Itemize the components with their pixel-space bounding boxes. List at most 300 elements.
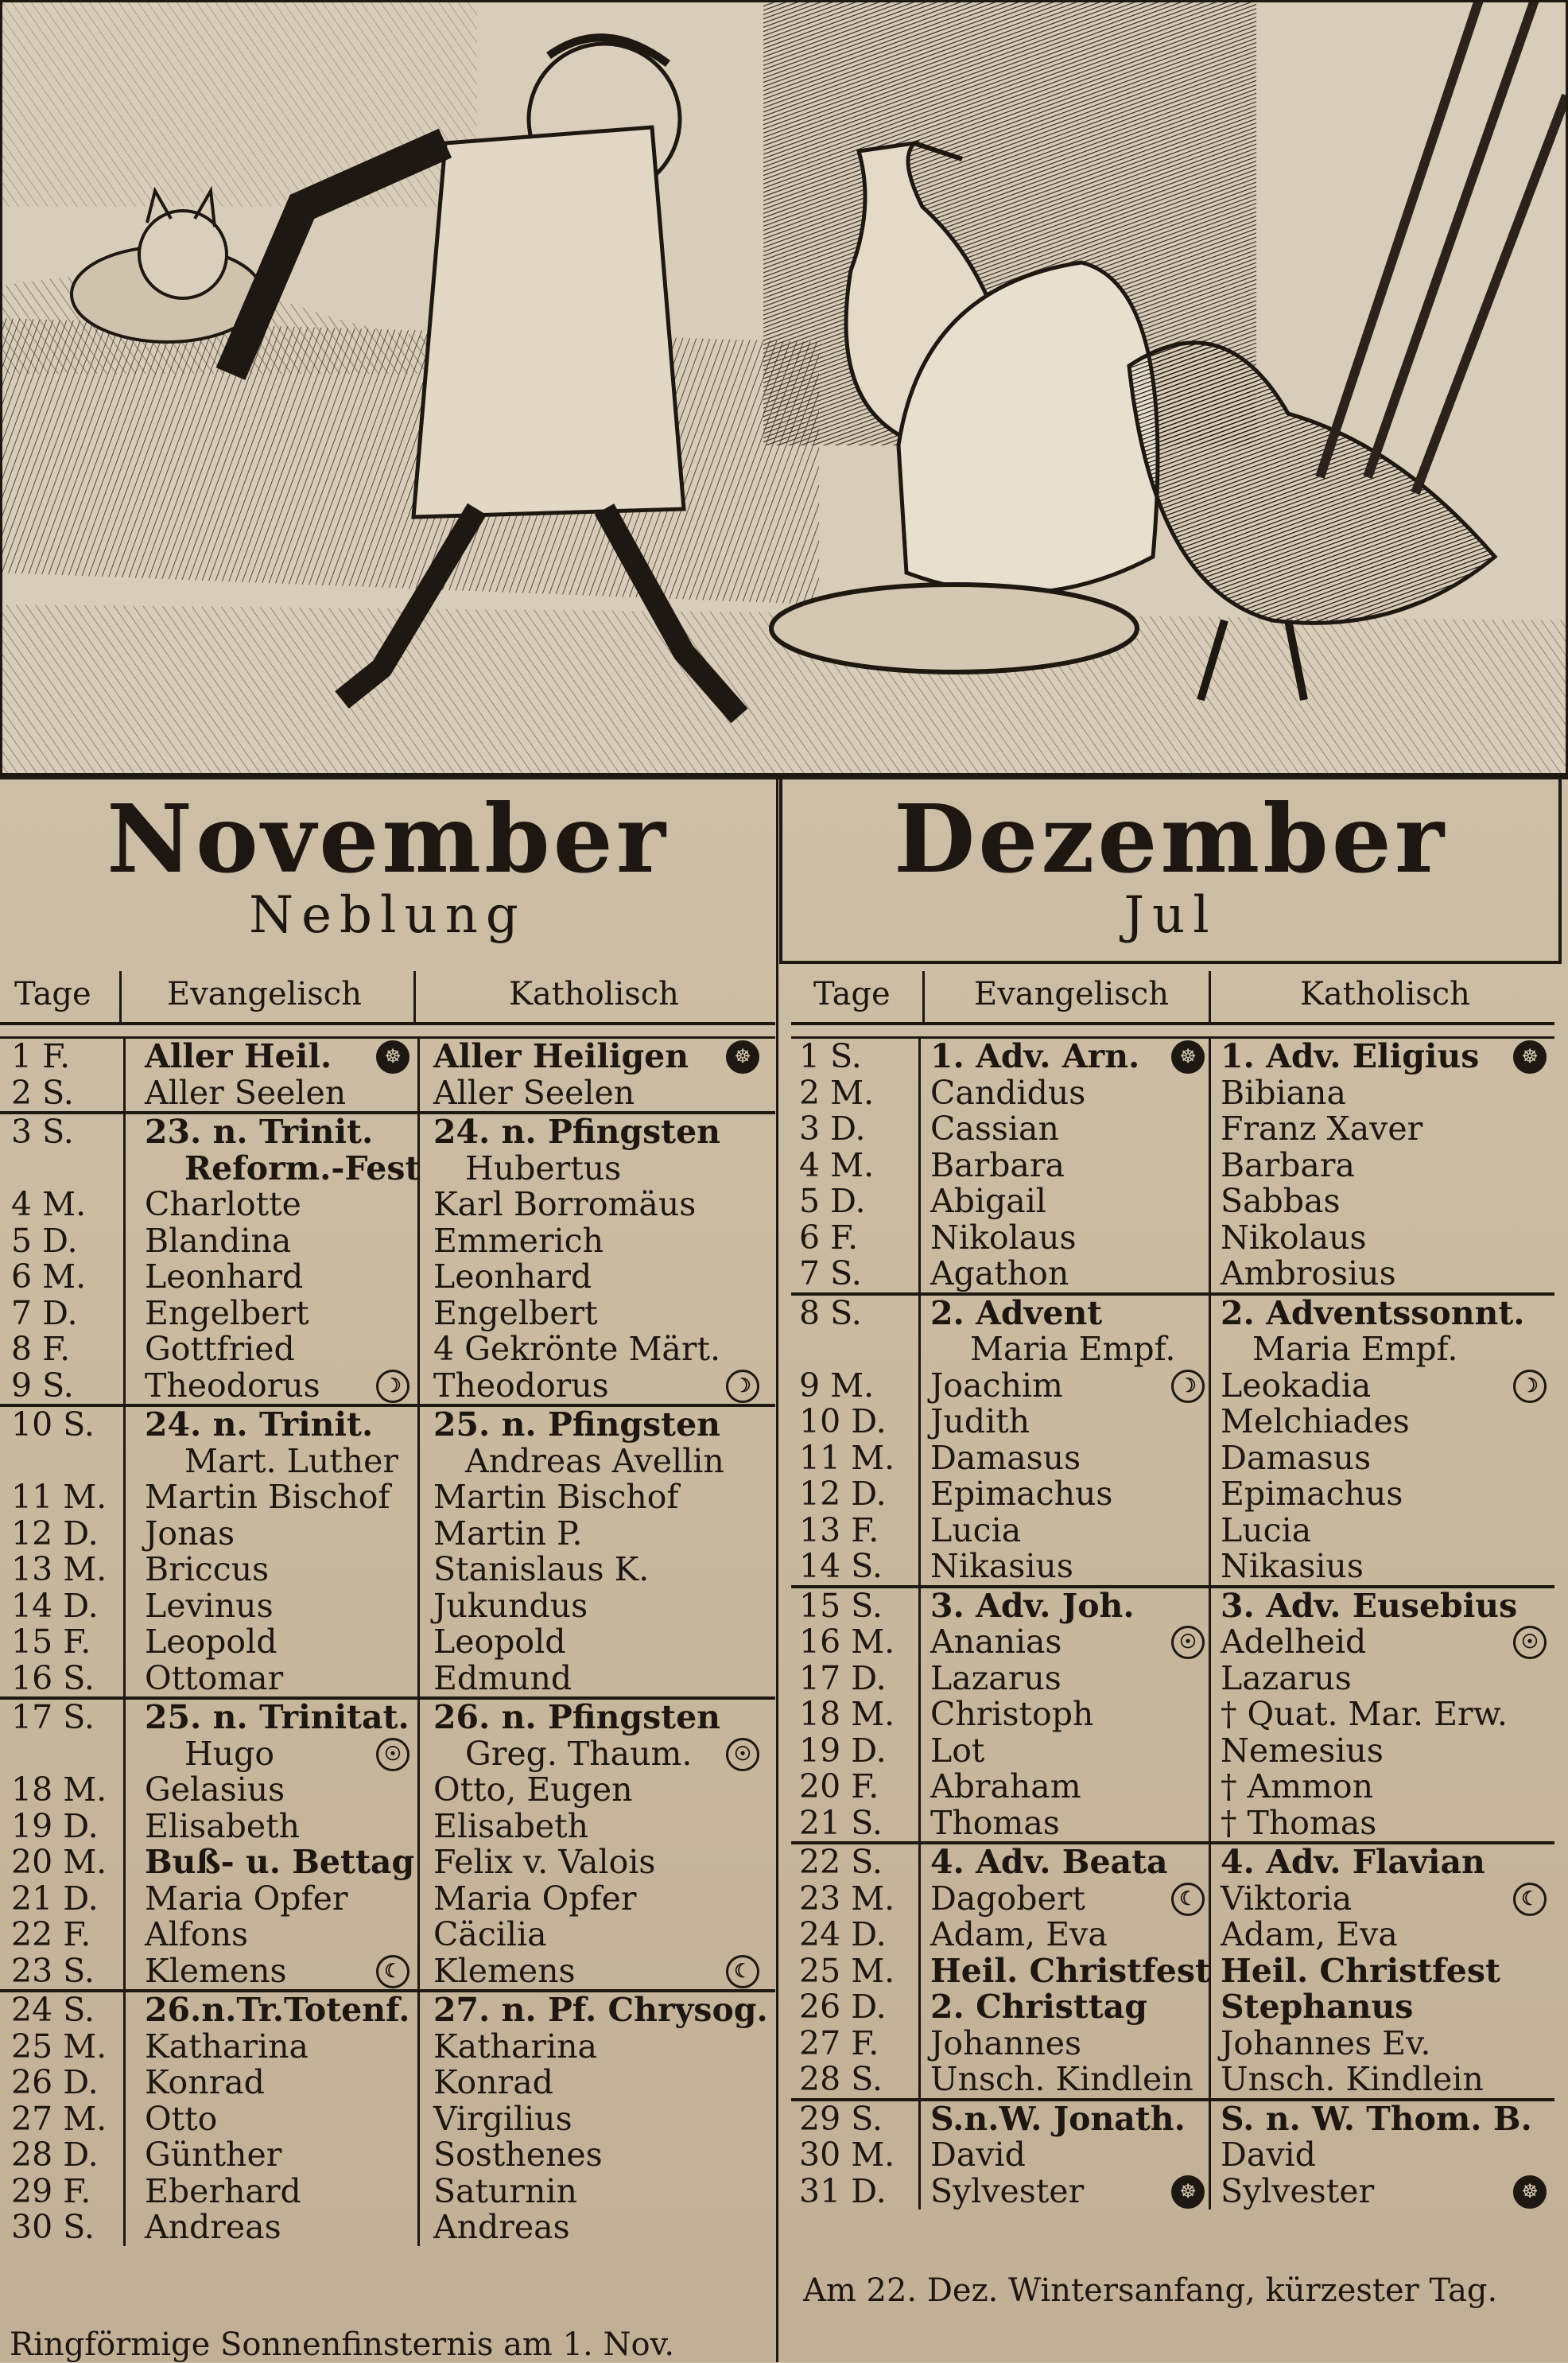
evangelisch-name: Otto — [145, 2099, 218, 2138]
katholisch-name: Adam, Eva — [1221, 1915, 1398, 1953]
katholisch-name: Barbara — [1221, 1145, 1355, 1184]
day-label: 28 D. — [11, 2136, 99, 2174]
evangelisch-name: Abigail — [930, 1182, 1046, 1220]
day-label: 16 M. — [799, 1623, 895, 1661]
header-evangelisch: Evangelisch — [974, 976, 1169, 1012]
week-block — [0, 1404, 775, 1696]
dezember-table-header — [791, 966, 1554, 1025]
day-label: 13 M. — [11, 1550, 107, 1588]
katholisch-name: Konrad — [433, 2063, 553, 2101]
day-label: 27 M. — [11, 2099, 107, 2138]
day-row — [0, 1039, 775, 1075]
day-row — [791, 1917, 1554, 1953]
evangelisch-name: Gelasius — [145, 1770, 285, 1809]
katholisch-name: Sabbas — [1221, 1182, 1341, 1220]
evangelisch-name: Hugo — [184, 1734, 275, 1773]
katholisch-name: 1. Adv. Eligius — [1221, 1037, 1480, 1075]
day-row — [0, 2101, 775, 2138]
evangelisch-name: 4. Adv. Beata — [930, 1843, 1168, 1881]
day-row — [0, 2029, 775, 2066]
day-row — [791, 1440, 1554, 1477]
evangelisch-name: Mart. Luther — [184, 1441, 398, 1480]
day-row — [791, 1293, 1554, 1332]
day-row — [0, 1441, 775, 1480]
katholisch-name: Greg. Thaum. — [465, 1734, 693, 1773]
day-label: 10 S. — [11, 1405, 95, 1444]
day-label: 9 M. — [799, 1366, 875, 1405]
katholisch-name: Franz Xaver — [1221, 1110, 1423, 1148]
day-row — [0, 1588, 775, 1625]
katholisch-name: Cäcilia — [433, 1915, 547, 1953]
moon-phase-icon: ☽ — [1171, 1370, 1205, 1403]
day-label: 18 M. — [11, 1770, 107, 1809]
evangelisch-name: Adam, Eva — [930, 1915, 1108, 1953]
day-row — [791, 1476, 1554, 1513]
katholisch-name: Emmerich — [433, 1221, 604, 1260]
katholisch-name: Engelbert — [433, 1293, 598, 1332]
katholisch-name: Bibiana — [1221, 1073, 1346, 1112]
katholisch-name: 25. n. Pfingsten — [433, 1405, 720, 1444]
day-label: 13 F. — [799, 1510, 879, 1549]
day-label: 3 D. — [799, 1110, 866, 1148]
evangelisch-name: Epimachus — [930, 1475, 1113, 1513]
evangelisch-name: Levinus — [145, 1586, 274, 1625]
header-divider — [1209, 971, 1211, 1022]
barnyard-illustration — [0, 0, 1568, 779]
katholisch-name: Andreas Avellin — [465, 1441, 724, 1480]
week-block — [0, 1696, 775, 1989]
moon-phase-icon: ☾ — [1513, 1883, 1547, 1916]
day-label: 16 S. — [11, 1658, 95, 1697]
katholisch-name: Hubertus — [465, 1148, 622, 1187]
katholisch-name: Ambrosius — [1221, 1254, 1396, 1292]
day-row — [791, 1331, 1554, 1368]
day-label: 18 M. — [799, 1695, 895, 1733]
evangelisch-name: Konrad — [145, 2063, 265, 2101]
day-row — [791, 1404, 1554, 1440]
day-row — [791, 2062, 1554, 2098]
katholisch-name: 26. n. Pfingsten — [433, 1698, 720, 1736]
day-label: 30 S. — [11, 2208, 95, 2246]
evangelisch-name: Martin Bischof — [145, 1478, 390, 1516]
day-label: 10 D. — [799, 1402, 887, 1440]
day-label: 4 M. — [11, 1185, 87, 1223]
day-label: 7 D. — [11, 1293, 78, 1332]
dezember-footer-note: Am 22. Dez. Wintersanfang, kürzester Tag. — [803, 2272, 1498, 2309]
katholisch-name: Nikolaus — [1221, 1218, 1367, 1257]
evangelisch-name: Candidus — [930, 1073, 1086, 1112]
day-label: 24 D. — [799, 1915, 887, 1953]
moon-phase-icon: ☾ — [726, 1955, 759, 1988]
moon-phase-icon: ☽ — [1513, 1370, 1547, 1403]
evangelisch-name: Agathon — [930, 1254, 1069, 1292]
day-row — [791, 1805, 1554, 1842]
day-row — [791, 2171, 1554, 2210]
katholisch-name: Viktoria — [1221, 1879, 1353, 1918]
week-block — [0, 1036, 775, 1111]
day-row — [791, 2101, 1554, 2138]
header-divider — [922, 971, 925, 1022]
evangelisch-name: 2. Advent — [930, 1293, 1103, 1332]
katholisch-name: 3. Adv. Eusebius — [1221, 1586, 1518, 1625]
day-row — [791, 2023, 1554, 2062]
november-table-header — [0, 966, 775, 1025]
evangelisch-name: Maria Opfer — [145, 1879, 348, 1918]
evangelisch-name: Christoph — [930, 1695, 1094, 1733]
day-label: 30 M. — [799, 2136, 895, 2174]
katholisch-name: Johannes Ev. — [1221, 2023, 1431, 2062]
day-row — [791, 1510, 1554, 1549]
katholisch-name: Lazarus — [1221, 1658, 1352, 1697]
moon-phase-icon: ☉ — [376, 1738, 409, 1771]
evangelisch-name: Jonas — [145, 1514, 235, 1553]
katholisch-name: 24. n. Pfingsten — [433, 1113, 720, 1151]
day-row — [791, 2137, 1554, 2174]
katholisch-name: Martin P. — [433, 1514, 583, 1553]
week-block — [791, 1585, 1554, 1842]
katholisch-name: Epimachus — [1221, 1475, 1403, 1513]
day-label: 20 F. — [799, 1767, 879, 1805]
katholisch-name: Stephanus — [1221, 1988, 1414, 2026]
evangelisch-name: 25. n. Trinitat. — [145, 1698, 409, 1736]
katholisch-name: 4 Gekrönte Märt. — [433, 1330, 720, 1368]
day-label: 3 S. — [11, 1113, 74, 1151]
evangelisch-name: Lazarus — [930, 1658, 1062, 1697]
day-label: 27 F. — [799, 2023, 879, 2062]
day-row — [791, 1658, 1554, 1697]
day-label: 14 D. — [11, 1586, 99, 1625]
katholisch-name: Klemens — [433, 1951, 576, 1990]
day-row — [791, 1368, 1554, 1405]
day-label: 23 S. — [11, 1951, 95, 1990]
evangelisch-name: Klemens — [145, 1951, 287, 1990]
day-row — [0, 1114, 775, 1151]
katholisch-name: Saturnin — [433, 2171, 577, 2210]
evangelisch-name: Nikasius — [930, 1547, 1073, 1585]
evangelisch-name: Lot — [930, 1731, 985, 1770]
evangelisch-name: Buß- u. Bettag — [145, 1843, 415, 1881]
day-row — [791, 1183, 1554, 1220]
evangelisch-name: Blandina — [145, 1221, 292, 1260]
evangelisch-name: Leonhard — [145, 1257, 304, 1296]
katholisch-name: Melchiades — [1221, 1402, 1410, 1440]
moon-phase-icon: ☸ — [1171, 2175, 1205, 2209]
evangelisch-name: Andreas — [145, 2208, 281, 2246]
moon-phase-icon: ☸ — [726, 1040, 759, 1074]
katholisch-name: Leokadia — [1221, 1366, 1372, 1405]
day-row — [0, 1075, 775, 1112]
day-label: 15 F. — [11, 1623, 91, 1661]
november-subtitle: Neblung — [249, 886, 526, 945]
day-row — [0, 1552, 775, 1588]
katholisch-name: Sylvester — [1221, 2171, 1375, 2210]
evangelisch-name: Dagobert — [930, 1879, 1085, 1918]
week-block — [791, 1292, 1554, 1585]
header-divider — [413, 971, 416, 1022]
evangelisch-name: Maria Empf. — [970, 1330, 1176, 1368]
day-row — [791, 1953, 1554, 1990]
evangelisch-name: Aller Seelen — [145, 1073, 347, 1112]
day-row — [0, 1331, 775, 1368]
evangelisch-name: Abraham — [930, 1767, 1081, 1805]
day-label: 6 F. — [799, 1218, 859, 1257]
day-label: 4 M. — [799, 1145, 875, 1184]
november-weeks — [0, 1036, 775, 2246]
day-label: 11 M. — [11, 1478, 107, 1516]
katholisch-name: † Thomas — [1221, 1803, 1377, 1842]
katholisch-name: Martin Bischof — [433, 1478, 679, 1516]
day-row — [0, 2171, 775, 2210]
day-label: 1 S. — [799, 1037, 862, 1075]
evangelisch-name: Unsch. Kindlein — [930, 2060, 1193, 2098]
day-row — [0, 2137, 775, 2174]
katholisch-name: † Quat. Mar. Erw. — [1221, 1695, 1508, 1733]
day-label: 22 F. — [11, 1915, 91, 1953]
evangelisch-name: Katharina — [145, 2027, 309, 2066]
moon-phase-icon: ☸ — [1513, 2175, 1547, 2209]
week-block — [0, 1989, 775, 2246]
day-label: 25 M. — [11, 2027, 107, 2066]
katholisch-name: 27. n. Pf. Chrysog. — [433, 1991, 768, 2029]
katholisch-name: Katharina — [433, 2027, 597, 2066]
moon-phase-icon: ☾ — [376, 1955, 409, 1988]
day-label: 20 M. — [11, 1843, 107, 1881]
day-row — [0, 1992, 775, 2029]
moon-phase-icon: ☽ — [376, 1370, 409, 1403]
day-label: 9 S. — [11, 1366, 74, 1405]
day-label: 21 S. — [799, 1803, 883, 1842]
day-label: 14 S. — [799, 1547, 883, 1585]
day-label: 8 S. — [799, 1293, 862, 1332]
november-footer-note: Ringförmige Sonnenfinsternis am 1. Nov. — [10, 2326, 675, 2363]
moon-phase-icon: ☸ — [376, 1040, 409, 1074]
day-row — [791, 1696, 1554, 1733]
katholisch-name: Virgilius — [433, 2099, 572, 2138]
day-row — [0, 1368, 775, 1405]
evangelisch-name: Leopold — [145, 1623, 278, 1661]
moon-phase-icon: ☉ — [726, 1738, 759, 1771]
day-row — [791, 1844, 1554, 1881]
evangelisch-name: Theodorus — [145, 1366, 320, 1405]
november-calendar-table — [0, 966, 775, 2246]
evangelisch-name: Cassian — [930, 1110, 1059, 1148]
day-row — [0, 1658, 775, 1697]
day-label: 5 D. — [799, 1182, 866, 1220]
day-row — [0, 1187, 775, 1223]
day-label: 17 S. — [11, 1698, 95, 1736]
header-katholisch: Katholisch — [1300, 976, 1470, 1012]
katholisch-name: Elisabeth — [433, 1806, 589, 1845]
week-block — [791, 2098, 1554, 2210]
day-label: 23 M. — [799, 1879, 895, 1918]
katholisch-name: Edmund — [433, 1658, 572, 1697]
evangelisch-name: Heil. Christfest — [930, 1951, 1210, 1990]
evangelisch-name: Engelbert — [145, 1293, 309, 1332]
week-block — [791, 1841, 1554, 2098]
katholisch-name: Maria Empf. — [1252, 1330, 1458, 1368]
day-row — [791, 1075, 1554, 1112]
day-label: 26 D. — [799, 1988, 887, 2026]
katholisch-name: Leonhard — [433, 1257, 592, 1296]
day-label: 2 M. — [799, 1073, 875, 1112]
katholisch-name: † Ammon — [1221, 1767, 1373, 1805]
day-row — [0, 1293, 775, 1332]
day-row — [0, 2065, 775, 2101]
header-katholisch: Katholisch — [509, 976, 679, 1012]
katholisch-name: Theodorus — [433, 1366, 609, 1405]
katholisch-name: Nikasius — [1221, 1547, 1364, 1585]
day-row — [791, 1039, 1554, 1075]
evangelisch-name: Barbara — [930, 1145, 1065, 1184]
evangelisch-name: Ananias — [930, 1623, 1062, 1661]
day-row — [0, 1881, 775, 1918]
day-row — [791, 1769, 1554, 1805]
day-label: 21 D. — [11, 1879, 99, 1918]
evangelisch-name: David — [930, 2136, 1026, 2174]
day-row — [0, 1772, 775, 1809]
day-row — [0, 1953, 775, 1990]
evangelisch-name: Thomas — [930, 1803, 1060, 1842]
day-row — [0, 1148, 775, 1187]
katholisch-name: Andreas — [433, 2208, 570, 2246]
katholisch-name: Otto, Eugen — [433, 1770, 633, 1809]
day-label: 29 F. — [11, 2171, 91, 2210]
day-row — [791, 1989, 1554, 2026]
november-title: November — [107, 783, 669, 894]
day-label: 6 M. — [11, 1257, 87, 1296]
header-divider — [119, 971, 122, 1022]
dezember-title: Dezember — [893, 783, 1448, 894]
evangelisch-name: Sylvester — [930, 2171, 1085, 2210]
day-label: 5 D. — [11, 1221, 78, 1260]
katholisch-name: Aller Seelen — [433, 1073, 635, 1112]
evangelisch-name: Aller Heil. — [145, 1037, 332, 1075]
katholisch-name: Adelheid — [1221, 1623, 1367, 1661]
katholisch-name: Nemesius — [1221, 1731, 1384, 1770]
evangelisch-name: Judith — [930, 1402, 1030, 1440]
week-block — [0, 1111, 775, 1404]
day-row — [0, 2209, 775, 2246]
day-label: 15 S. — [799, 1586, 883, 1625]
katholisch-name: Jukundus — [433, 1586, 588, 1625]
evangelisch-name: 24. n. Trinit. — [145, 1405, 374, 1444]
dezember-subtitle: Jul — [1124, 886, 1217, 945]
katholisch-name: Felix v. Valois — [433, 1843, 656, 1881]
katholisch-name: Maria Opfer — [433, 1879, 637, 1918]
day-row — [0, 1700, 775, 1736]
dezember-weeks — [791, 1036, 1554, 2209]
day-row — [0, 1516, 775, 1553]
day-row — [0, 1223, 775, 1260]
evangelisch-name: Charlotte — [145, 1185, 301, 1223]
evangelisch-name: Elisabeth — [145, 1806, 301, 1845]
day-label: 28 S. — [799, 2060, 883, 2098]
day-row — [0, 1917, 775, 1953]
day-label: 31 D. — [799, 2171, 887, 2210]
day-row — [0, 1736, 775, 1773]
dezember-heading — [779, 779, 1562, 964]
evangelisch-name: Günther — [145, 2136, 282, 2174]
day-label: 1 F. — [11, 1037, 71, 1075]
moon-phase-icon: ☉ — [1171, 1626, 1205, 1659]
day-row — [791, 1220, 1554, 1257]
day-row — [791, 1881, 1554, 1918]
day-row — [0, 1844, 775, 1881]
day-label: 29 S. — [799, 2099, 883, 2138]
day-row — [791, 1549, 1554, 1585]
evangelisch-name: Gottfried — [145, 1330, 295, 1368]
evangelisch-name: Damasus — [930, 1438, 1081, 1477]
week-block — [791, 1036, 1554, 1292]
day-row — [0, 1479, 775, 1516]
katholisch-name: Lucia — [1221, 1510, 1312, 1549]
evangelisch-name: Briccus — [145, 1550, 270, 1588]
evangelisch-name: Lucia — [930, 1510, 1022, 1549]
katholisch-name: 4. Adv. Flavian — [1221, 1843, 1485, 1881]
day-label: 17 D. — [799, 1658, 887, 1697]
moon-phase-icon: ☸ — [1513, 1040, 1547, 1074]
november-heading — [0, 779, 775, 961]
evangelisch-name: Alfons — [145, 1915, 249, 1953]
katholisch-name: Leopold — [433, 1623, 566, 1661]
day-label: 25 M. — [799, 1951, 895, 1990]
illustration-drawing — [0, 0, 1568, 775]
moon-phase-icon: ☸ — [1171, 1040, 1205, 1074]
moon-phase-icon: ☾ — [1171, 1883, 1205, 1916]
katholisch-name: 2. Adventssonnt. — [1221, 1293, 1525, 1332]
dezember-calendar-table — [791, 966, 1554, 2209]
evangelisch-name: 23. n. Trinit. — [145, 1113, 374, 1151]
moon-phase-icon: ☉ — [1513, 1626, 1547, 1659]
moon-phase-icon: ☽ — [726, 1370, 759, 1403]
day-row — [0, 1806, 775, 1845]
day-row — [791, 1256, 1554, 1292]
month-divider — [776, 775, 778, 2362]
evangelisch-name: S.n.W. Jonath. — [930, 2099, 1186, 2138]
katholisch-name: David — [1221, 2136, 1316, 2174]
day-label: 12 D. — [799, 1475, 887, 1513]
day-label: 2 S. — [11, 1073, 74, 1112]
evangelisch-name: Reform.-Fest — [184, 1148, 421, 1187]
day-row — [0, 1624, 775, 1661]
day-row — [791, 1733, 1554, 1770]
header-tage: Tage — [14, 976, 91, 1012]
evangelisch-name: Ottomar — [145, 1658, 284, 1697]
evangelisch-name: Eberhard — [145, 2171, 301, 2210]
katholisch-name: Stanislaus K. — [433, 1550, 650, 1588]
day-row — [791, 1145, 1554, 1184]
day-label: 19 D. — [799, 1731, 887, 1770]
katholisch-name: Heil. Christfest — [1221, 1951, 1500, 1990]
evangelisch-name: Johannes — [930, 2023, 1082, 2062]
katholisch-name: S. n. W. Thom. B. — [1221, 2099, 1532, 2138]
day-label: 8 F. — [11, 1330, 71, 1368]
day-label: 11 M. — [799, 1438, 895, 1477]
day-row — [791, 1624, 1554, 1661]
header-evangelisch: Evangelisch — [167, 976, 362, 1012]
evangelisch-name: 26.n.Tr.Totenf. — [145, 1991, 410, 2029]
day-label: 26 D. — [11, 2063, 99, 2101]
day-label: 22 S. — [799, 1843, 883, 1881]
katholisch-name: Sosthenes — [433, 2136, 603, 2174]
katholisch-name: Unsch. Kindlein — [1221, 2060, 1484, 2098]
katholisch-name: Karl Borromäus — [433, 1185, 697, 1223]
day-row — [791, 1588, 1554, 1625]
evangelisch-name: 2. Christtag — [930, 1988, 1147, 2026]
evangelisch-name: 3. Adv. Joh. — [930, 1586, 1135, 1625]
katholisch-name: Aller Heiligen — [433, 1037, 689, 1075]
day-label: 24 S. — [11, 1991, 95, 2029]
